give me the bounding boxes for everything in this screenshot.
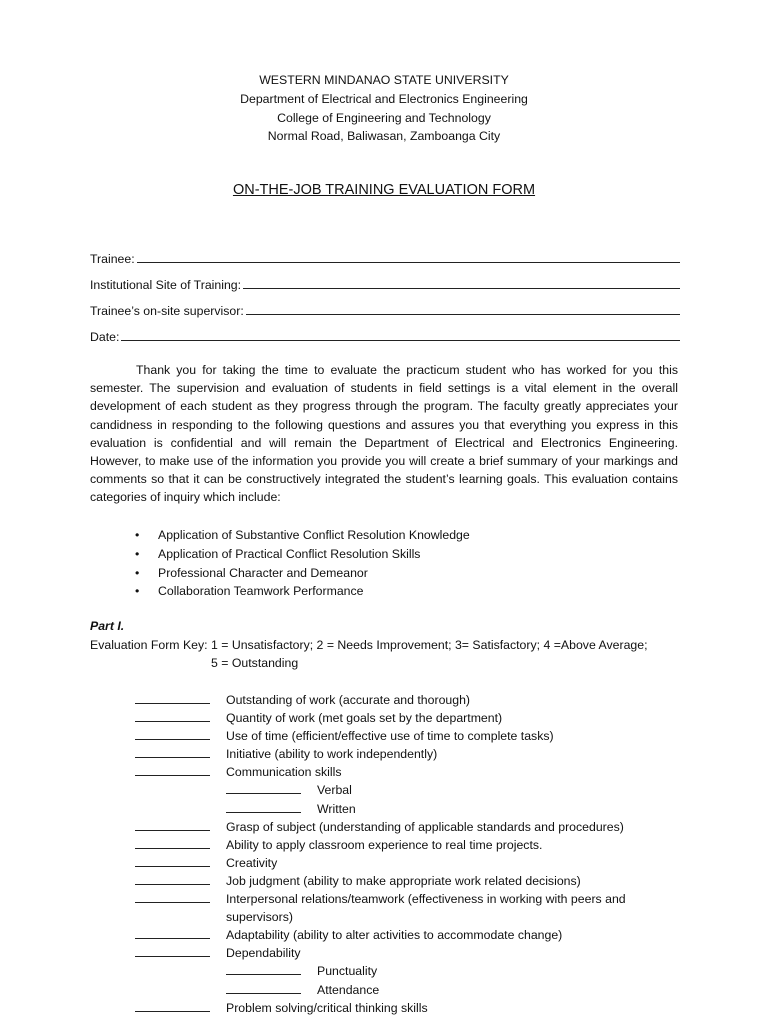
- part-heading: Part I.: [90, 619, 125, 633]
- evaluation-criterion: Communication skills: [226, 765, 342, 780]
- intro-paragraph: [90, 361, 678, 507]
- address: Normal Road, Baliwasan, Zamboanga City: [267, 129, 501, 144]
- letterhead: [0, 71, 768, 146]
- evaluation-row: [135, 763, 695, 781]
- evaluation-row: [135, 890, 695, 926]
- evaluation-criterion: Ability to apply classroom experience to real time projects.: [226, 837, 543, 852]
- evaluation-row: [135, 745, 695, 763]
- evaluation-key: Evaluation Form Key: 1 = Unsatisfactory; 2 = Needs Improvement; 3= Satisfactory; 4 =Above Average;: [90, 638, 648, 652]
- rating-blank[interactable]: [135, 854, 210, 867]
- field-label: Institutional Site of Training:: [90, 278, 242, 292]
- rating-blank[interactable]: [226, 781, 301, 794]
- evaluation-row: [135, 691, 695, 709]
- rating-blank[interactable]: [135, 926, 210, 939]
- rating-blank[interactable]: [135, 691, 210, 704]
- evaluation-items: [135, 691, 695, 1017]
- field-training-site: [90, 266, 680, 292]
- fill-in-line[interactable]: [243, 275, 680, 289]
- trainee-info-fields: [90, 240, 680, 344]
- rating-blank[interactable]: [226, 962, 301, 975]
- fill-in-line[interactable]: [137, 249, 680, 263]
- evaluation-row: [135, 944, 695, 962]
- evaluation-subrow: [135, 962, 695, 980]
- evaluation-row: [135, 854, 695, 872]
- department-name: Department of Electrical and Electronics Engineering: [240, 91, 528, 106]
- evaluation-criterion: Use of time (efficient/effective use of time to complete tasks): [226, 729, 554, 744]
- fill-in-line[interactable]: [121, 327, 680, 341]
- rating-blank[interactable]: [226, 981, 301, 994]
- evaluation-criterion: Attendance: [317, 982, 380, 997]
- form-title: [0, 182, 768, 198]
- evaluation-criterion: Interpersonal relations/teamwork (effectiveness in working with peers and supervisors): [226, 892, 626, 925]
- evaluation-criterion: Grasp of subject (understanding of applicable standards and procedures): [226, 819, 624, 834]
- rating-blank[interactable]: [135, 944, 210, 957]
- evaluation-criterion: Quantity of work (met goals set by the department): [226, 711, 503, 726]
- rating-blank[interactable]: [135, 999, 210, 1012]
- evaluation-row: [135, 836, 695, 854]
- category-list: [135, 526, 470, 601]
- list-item: • Collaboration Teamwork Performance: [135, 582, 470, 601]
- list-item: • Application of Substantive Conflict Resolution Knowledge: [135, 526, 470, 545]
- evaluation-criterion: Written: [317, 801, 356, 816]
- university-name: WESTERN MINDANAO STATE UNIVERSITY: [259, 73, 509, 87]
- field-label: Date:: [90, 330, 120, 344]
- field-supervisor: [90, 292, 680, 318]
- evaluation-criterion: Initiative (ability to work independently): [226, 747, 438, 762]
- rating-blank[interactable]: [135, 727, 210, 740]
- field-label: Trainee:: [90, 252, 135, 266]
- evaluation-row: [135, 926, 695, 944]
- evaluation-criterion: Adaptability (ability to alter activities to accommodate change): [226, 928, 563, 943]
- rating-blank[interactable]: [135, 818, 210, 831]
- evaluation-row: [135, 999, 695, 1017]
- evaluation-criterion: Outstanding of work (accurate and thorough): [226, 693, 471, 707]
- list-item: • Professional Character and Demeanor: [135, 564, 470, 583]
- form-title-text: ON-THE-JOB TRAINING EVALUATION FORM: [232, 182, 536, 198]
- evaluation-row: [135, 872, 695, 890]
- rating-blank[interactable]: [135, 763, 210, 776]
- rating-blank[interactable]: [135, 872, 210, 885]
- evaluation-criterion: Dependability: [226, 946, 301, 961]
- evaluation-row: [135, 709, 695, 727]
- evaluation-row: [135, 727, 695, 745]
- rating-blank[interactable]: [135, 890, 210, 903]
- rating-blank[interactable]: [226, 800, 301, 813]
- evaluation-subrow: [135, 981, 695, 999]
- evaluation-subrow: [135, 800, 695, 818]
- college-name: College of Engineering and Technology: [277, 110, 491, 125]
- field-trainee: [90, 240, 680, 266]
- field-label: Trainee’s on-site supervisor:: [90, 304, 244, 318]
- evaluation-criterion: Problem solving/critical thinking skills: [226, 1000, 428, 1015]
- list-item: • Application of Practical Conflict Resolution Skills: [135, 545, 470, 564]
- rating-blank[interactable]: [135, 709, 210, 722]
- evaluation-criterion: Verbal: [317, 783, 352, 798]
- evaluation-subrow: [135, 781, 695, 799]
- evaluation-criterion: Job judgment (ability to make appropriate work related decisions): [226, 873, 581, 888]
- evaluation-key-continued: 5 = Outstanding: [211, 656, 299, 670]
- fill-in-line[interactable]: [246, 301, 680, 315]
- evaluation-criterion: Punctuality: [317, 964, 378, 979]
- rating-blank[interactable]: [135, 745, 210, 758]
- evaluation-row: [135, 818, 695, 836]
- field-date: [90, 318, 680, 344]
- rating-blank[interactable]: [135, 836, 210, 849]
- evaluation-criterion: Creativity: [226, 855, 278, 870]
- intro-text: Thank you for taking the time to evaluate the practicum student who has worked for you this semester. The supervision and evaluation of students in field settings is a vital element in the overall development of each student as they progress through the program. The faculty greatly appreciates your candidness in responding to the following questions and assures you that everything you express in this evaluation is confidential and will remain the Department of Electrical and Electronics Engineering. However, to make use of the information you provide you will create a brief summary of your markings and comments so that it can be constructively integrated the student’s learning goals. This evaluation contains categories of inquiry which include:: [90, 363, 678, 505]
